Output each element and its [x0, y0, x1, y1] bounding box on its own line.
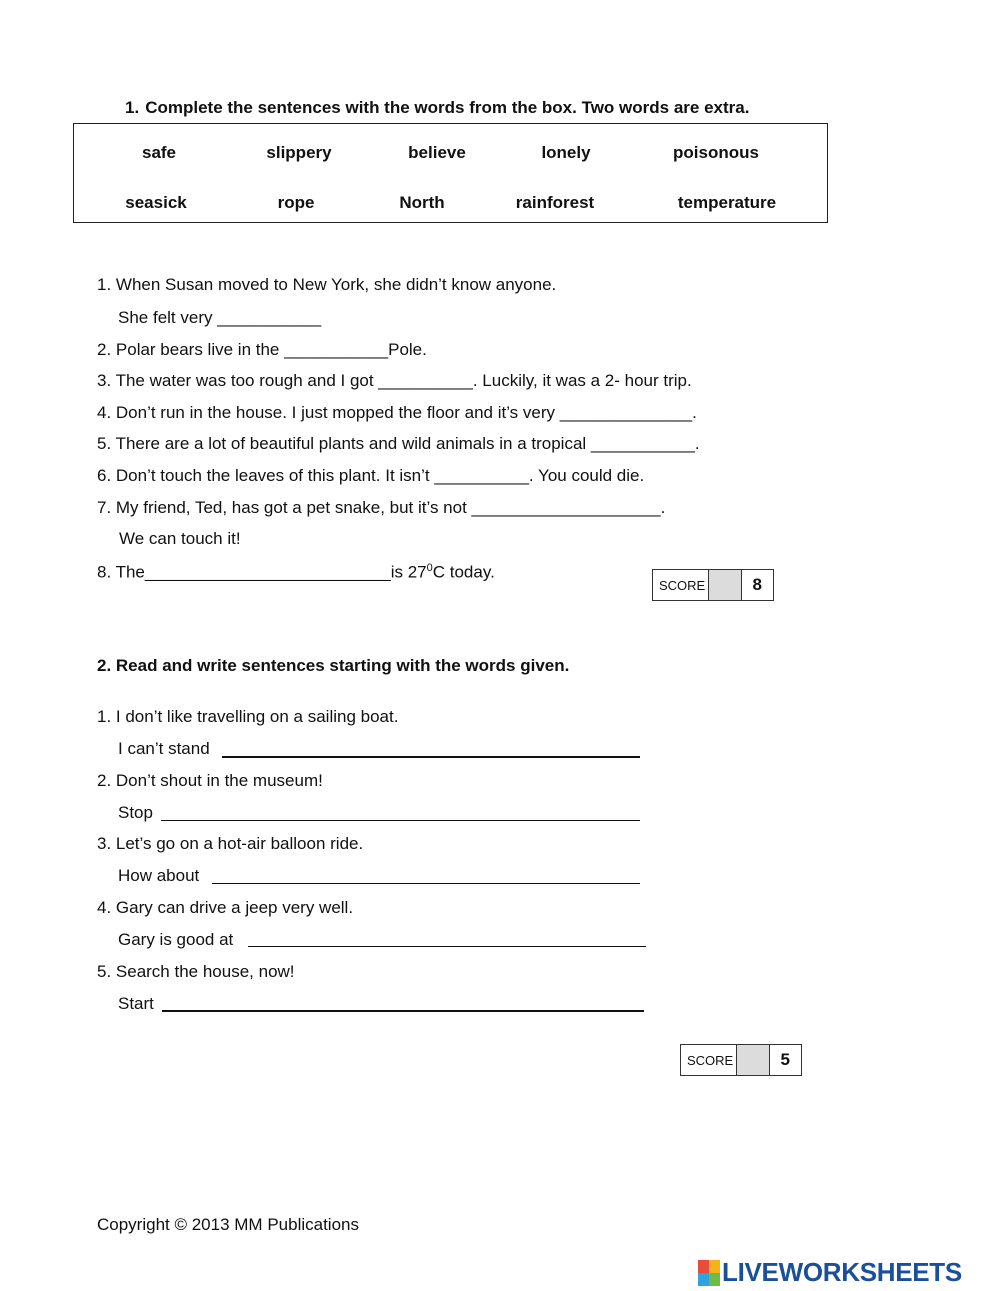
logo-square-icon: [698, 1273, 709, 1286]
answer-line-5[interactable]: [162, 1010, 644, 1012]
score-input-cell[interactable]: [708, 570, 741, 600]
liveworksheets-logo[interactable]: [698, 1257, 962, 1288]
score-box-exercise-2: [680, 1044, 802, 1076]
degree-superscript: 0: [426, 562, 433, 574]
logo-square-icon: [698, 1260, 709, 1273]
score-input-cell[interactable]: [736, 1045, 769, 1075]
prompt-5: 5. Search the house, now!: [97, 962, 295, 981]
word-box-item: lonely: [541, 143, 591, 162]
exercise-1-title: [125, 98, 749, 118]
score-total: 8: [752, 575, 763, 594]
copyright-notice: Copyright © 2013 MM Publications: [97, 1215, 359, 1234]
word-box-item: seasick: [125, 193, 187, 212]
prompt-2: 2. Don’t shout in the museum!: [97, 771, 323, 790]
word-box-item: slippery: [266, 143, 332, 162]
starter-1: I can’t stand: [118, 739, 210, 758]
sentence-8-start: 8. The__________________________is 27: [97, 562, 427, 582]
sentence-5[interactable]: 5. There are a lot of beautiful plants and wild animals in a tropical ___________.: [97, 434, 700, 453]
sentence-3[interactable]: 3. The water was too rough and I got __________. Luckily, it was a 2- hour trip.: [97, 371, 692, 390]
word-box-item: rope: [277, 193, 315, 212]
word-box-item: rainforest: [515, 193, 595, 212]
sentence-8[interactable]: [97, 562, 495, 583]
prompt-3: 3. Let’s go on a hot-air balloon ride.: [97, 834, 364, 853]
score-total: 5: [780, 1050, 791, 1069]
score-label: SCORE: [687, 1052, 734, 1068]
sentence-6[interactable]: 6. Don’t touch the leaves of this plant. It isn’t __________. You could die.: [97, 466, 645, 485]
prompt-4: 4. Gary can drive a jeep very well.: [97, 898, 354, 917]
score-label: SCORE: [659, 577, 706, 593]
score-box-exercise-1: [652, 569, 774, 601]
word-box-item: temperature: [677, 193, 777, 212]
answer-line-3[interactable]: [212, 883, 640, 884]
word-box-item: believe: [408, 143, 466, 162]
exercise-2-title: 2. Read and write sentences starting with the words given.: [97, 656, 570, 675]
sentence-8-end: C today.: [432, 562, 495, 582]
starter-3: How about: [118, 866, 200, 885]
sentence-7[interactable]: 7. My friend, Ted, has got a pet snake, but it’s not ____________________.: [97, 498, 666, 517]
liveworksheets-logo-icon: [698, 1260, 720, 1286]
starter-5: Start: [118, 994, 154, 1013]
sentence-7-continuation: We can touch it!: [119, 529, 241, 548]
word-box-item: poisonous: [673, 143, 759, 162]
starter-4: Gary is good at: [118, 930, 234, 949]
liveworksheets-logo-text: LIVEWORKSHEETS: [722, 1257, 962, 1287]
sentence-1-blank-line[interactable]: She felt very ___________: [118, 308, 322, 327]
starter-2: Stop: [118, 803, 153, 822]
exercise-1-number: 1.: [125, 98, 140, 117]
word-box-item: North: [399, 193, 445, 212]
sentence-1: 1. When Susan moved to New York, she didn’t know anyone.: [97, 275, 557, 294]
answer-line-2[interactable]: [161, 820, 640, 821]
prompt-1: 1. I don’t like travelling on a sailing boat.: [97, 707, 399, 726]
answer-line-1[interactable]: [222, 756, 640, 758]
logo-square-icon: [709, 1273, 720, 1286]
logo-square-icon: [709, 1260, 720, 1273]
sentence-4[interactable]: 4. Don’t run in the house. I just mopped the floor and it’s very ______________.: [97, 403, 697, 422]
sentence-2[interactable]: 2. Polar bears live in the ___________Pole.: [97, 340, 427, 359]
exercise-1-instructions: Complete the sentences with the words from the box. Two words are extra.: [145, 98, 750, 117]
answer-line-4[interactable]: [248, 946, 646, 947]
word-box-item: safe: [141, 143, 177, 162]
